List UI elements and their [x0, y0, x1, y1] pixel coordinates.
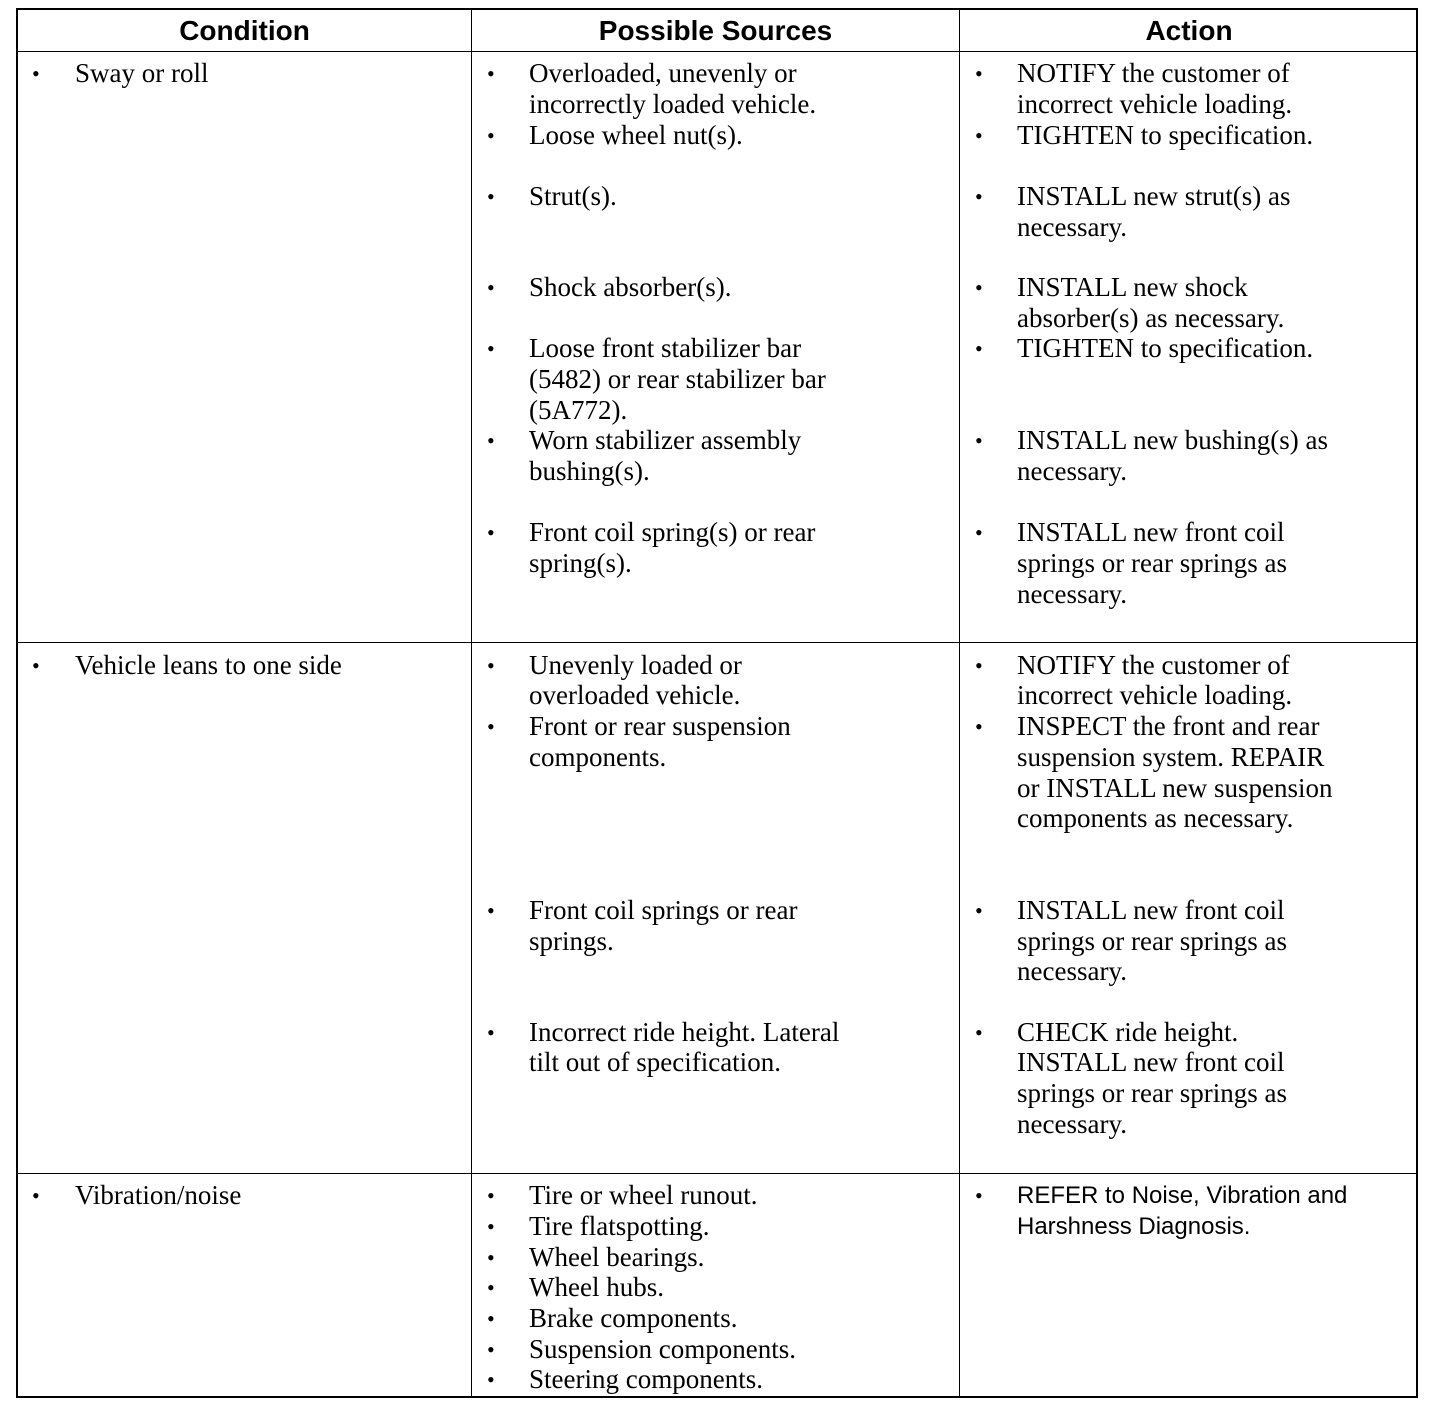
source-text: Incorrect ride height. Lateral	[529, 1017, 840, 1047]
bullet-icon: •	[487, 123, 495, 148]
bullet-icon: •	[975, 1183, 983, 1208]
action-text: incorrect vehicle loading.	[1017, 89, 1293, 119]
bullet-icon: •	[487, 1367, 495, 1392]
action-text: necessary.	[1017, 212, 1127, 242]
action-text: springs or rear springs as	[1017, 926, 1287, 956]
source-text: Loose wheel nut(s).	[529, 120, 743, 150]
condition-text: Vehicle leans to one side	[75, 650, 342, 680]
action-text: necessary.	[1017, 579, 1127, 609]
condition-text: Sway or roll	[75, 58, 209, 88]
bullet-icon: •	[487, 653, 495, 678]
action-text: INSTALL new front coil	[1017, 895, 1285, 925]
source-text: Shock absorber(s).	[529, 272, 732, 302]
bullet-icon: •	[975, 898, 983, 923]
source-text: Wheel hubs.	[529, 1272, 664, 1302]
action-text: INSPECT the front and rear	[1017, 711, 1320, 741]
bullet-icon: •	[487, 898, 495, 923]
header-action: Action	[1145, 15, 1233, 46]
bullet-icon: •	[487, 1245, 495, 1270]
action-text: CHECK ride height.	[1017, 1017, 1239, 1047]
source-text: Wheel bearings.	[529, 1242, 705, 1272]
source-text: incorrectly loaded vehicle.	[529, 89, 817, 119]
source-text: Overloaded, unevenly or	[529, 58, 797, 88]
bullet-icon: •	[975, 714, 983, 739]
bullet-icon: •	[487, 714, 495, 739]
column-divider-1	[471, 10, 472, 1396]
bullet-icon: •	[975, 1020, 983, 1045]
bullet-icon: •	[975, 653, 983, 678]
bullet-icon: •	[975, 61, 983, 86]
source-text: Steering components.	[529, 1364, 763, 1394]
action-text: NOTIFY the customer of	[1017, 58, 1290, 88]
bullet-icon: •	[487, 1306, 495, 1331]
action-text: necessary.	[1017, 456, 1127, 486]
row-divider-2	[18, 1173, 1416, 1174]
source-text: Tire flatspotting.	[529, 1211, 710, 1241]
bullet-icon: •	[975, 336, 983, 361]
source-text: (5A772).	[529, 395, 628, 425]
action-text: components as necessary.	[1017, 803, 1294, 833]
source-text: tilt out of specification.	[529, 1047, 781, 1077]
source-text: bushing(s).	[529, 456, 650, 486]
source-text: spring(s).	[529, 548, 632, 578]
action-text: necessary.	[1017, 956, 1127, 986]
action-text: NOTIFY the customer of	[1017, 650, 1290, 680]
source-text: Worn stabilizer assembly	[529, 425, 802, 455]
bullet-icon: •	[487, 520, 495, 545]
bullet-icon: •	[487, 275, 495, 300]
source-text: springs.	[529, 926, 614, 956]
row-divider-1	[18, 642, 1416, 643]
bullet-icon: •	[487, 1214, 495, 1239]
bullet-icon: •	[975, 123, 983, 148]
source-text: Brake components.	[529, 1303, 738, 1333]
source-text: Tire or wheel runout.	[529, 1180, 758, 1210]
source-text: Unevenly loaded or	[529, 650, 742, 680]
action-text: INSTALL new strut(s) as	[1017, 181, 1291, 211]
condition-text: Vibration/noise	[75, 1180, 242, 1210]
action-text: springs or rear springs as	[1017, 1078, 1287, 1108]
bullet-icon: •	[32, 653, 40, 678]
action-text: necessary.	[1017, 1109, 1127, 1139]
source-text: components.	[529, 742, 667, 772]
bullet-icon: •	[487, 1337, 495, 1362]
bullet-icon: •	[487, 336, 495, 361]
source-text: Front coil springs or rear	[529, 895, 798, 925]
source-text: overloaded vehicle.	[529, 680, 741, 710]
source-text: Front or rear suspension	[529, 711, 791, 741]
source-text: (5482) or rear stabilizer bar	[529, 364, 826, 394]
bullet-icon: •	[32, 61, 40, 86]
diagnosis-table	[16, 8, 1418, 1398]
bullet-icon: •	[487, 428, 495, 453]
source-text: Loose front stabilizer bar	[529, 333, 802, 363]
bullet-icon: •	[975, 428, 983, 453]
action-text: INSTALL new shock	[1017, 272, 1248, 302]
action-text: suspension system. REPAIR	[1017, 742, 1325, 772]
action-text: Harshness Diagnosis.	[1017, 1213, 1251, 1240]
bullet-icon: •	[975, 275, 983, 300]
bullet-icon: •	[975, 184, 983, 209]
action-text: INSTALL new front coil	[1017, 1047, 1285, 1077]
header-possible-sources: Possible Sources	[598, 15, 833, 46]
action-text: TIGHTEN to specification.	[1017, 120, 1314, 150]
bullet-icon: •	[487, 61, 495, 86]
action-text: or INSTALL new suspension	[1017, 773, 1333, 803]
action-text: REFER to Noise, Vibration and	[1017, 1182, 1348, 1209]
column-divider-2	[959, 10, 960, 1396]
source-text: Suspension components.	[529, 1334, 796, 1364]
bullet-icon: •	[32, 1183, 40, 1208]
source-text: Strut(s).	[529, 181, 617, 211]
bullet-icon: •	[487, 184, 495, 209]
bullet-icon: •	[487, 1275, 495, 1300]
action-text: INSTALL new front coil	[1017, 517, 1285, 547]
action-text: incorrect vehicle loading.	[1017, 680, 1293, 710]
action-text: TIGHTEN to specification.	[1017, 333, 1314, 363]
bullet-icon: •	[975, 520, 983, 545]
bullet-icon: •	[487, 1020, 495, 1045]
action-text: absorber(s) as necessary.	[1017, 303, 1285, 333]
header-condition: Condition	[179, 15, 310, 46]
bullet-icon: •	[487, 1183, 495, 1208]
source-text: Front coil spring(s) or rear	[529, 517, 816, 547]
action-text: INSTALL new bushing(s) as	[1017, 425, 1329, 455]
action-text: springs or rear springs as	[1017, 548, 1287, 578]
